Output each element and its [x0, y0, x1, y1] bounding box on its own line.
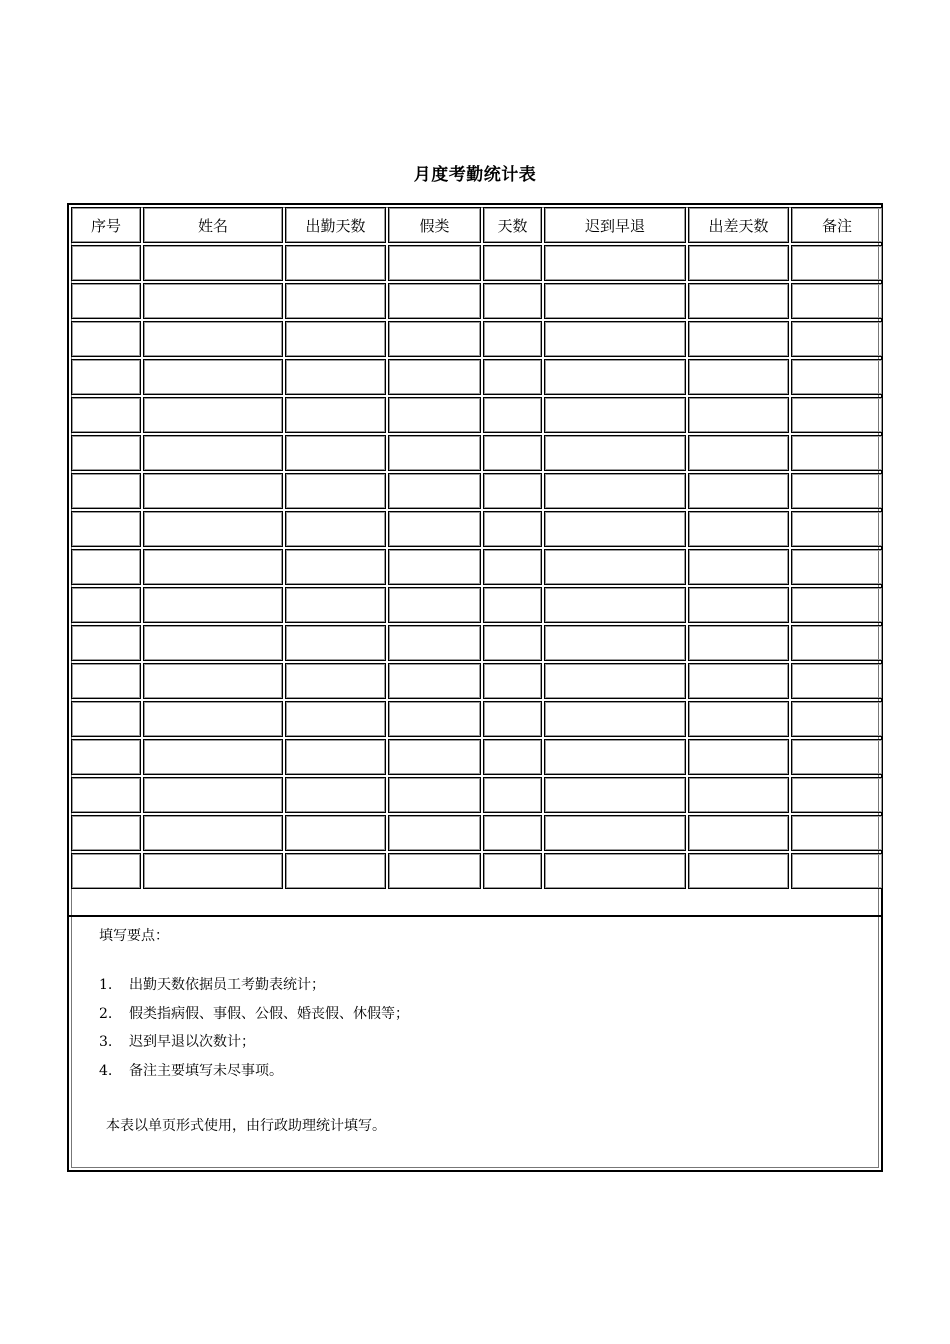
table-cell [285, 473, 386, 509]
table-cell [791, 283, 883, 319]
table-cell [388, 435, 481, 471]
table-cell [483, 321, 542, 357]
column-header-index: 序号 [71, 207, 141, 243]
table-cell [388, 473, 481, 509]
table-cell [71, 321, 141, 357]
table-cell [688, 625, 789, 661]
table-cell [71, 739, 141, 775]
table-cell [688, 245, 789, 281]
table-row [71, 511, 883, 547]
table-cell [388, 245, 481, 281]
table-cell [285, 587, 386, 623]
table-cell [791, 511, 883, 547]
table-cell [71, 435, 141, 471]
table-cell [544, 549, 686, 585]
attendance-table [69, 205, 885, 891]
table-cell [483, 777, 542, 813]
table-cell [143, 777, 283, 813]
table-cell [791, 359, 883, 395]
table-cell [483, 473, 542, 509]
table-cell [388, 321, 481, 357]
table-cell [688, 853, 789, 889]
table-cell [143, 321, 283, 357]
table-cell [791, 777, 883, 813]
table-cell [143, 587, 283, 623]
table-cell [688, 321, 789, 357]
table-cell [688, 549, 789, 585]
table-cell [285, 359, 386, 395]
table-cell [71, 397, 141, 433]
table-cell [388, 663, 481, 699]
table-cell [544, 283, 686, 319]
table-cell [143, 245, 283, 281]
table-cell [791, 739, 883, 775]
table-cell [791, 815, 883, 851]
usage-note: 本表以单页形式使用，由行政助理统计填写。 [106, 1118, 386, 1134]
table-row [71, 549, 883, 585]
table-row [71, 663, 883, 699]
table-cell [143, 549, 283, 585]
table-cell [285, 397, 386, 433]
table-cell [388, 359, 481, 395]
table-cell [544, 777, 686, 813]
table-cell [544, 853, 686, 889]
table-cell [143, 435, 283, 471]
table-cell [388, 549, 481, 585]
table-cell [71, 663, 141, 699]
table-row [71, 283, 883, 319]
table-cell [285, 777, 386, 813]
table-cell [791, 473, 883, 509]
table-cell [483, 283, 542, 319]
table-cell [143, 625, 283, 661]
table-cell [285, 625, 386, 661]
table-cell [483, 815, 542, 851]
table-cell [791, 853, 883, 889]
table-cell [285, 663, 386, 699]
table-cell [285, 739, 386, 775]
table-cell [71, 587, 141, 623]
table-cell [143, 359, 283, 395]
table-cell [71, 511, 141, 547]
table-cell [143, 701, 283, 737]
table-cell [388, 283, 481, 319]
table-row [71, 397, 883, 433]
table-cell [388, 701, 481, 737]
table-cell [285, 511, 386, 547]
table-body [71, 245, 883, 889]
table-cell [483, 359, 542, 395]
table-cell [71, 245, 141, 281]
table-cell [483, 549, 542, 585]
table-cell [544, 359, 686, 395]
table-row [71, 815, 883, 851]
instruction-item: 1. 出勤天数依据员工考勤表统计； [99, 977, 325, 993]
table-cell [483, 853, 542, 889]
column-header-attendance-days: 出勤天数 [285, 207, 386, 243]
table-cell [688, 663, 789, 699]
table-cell [544, 663, 686, 699]
table-cell [143, 511, 283, 547]
table-cell [483, 587, 542, 623]
table-cell [791, 245, 883, 281]
table-cell [71, 283, 141, 319]
table-row [71, 625, 883, 661]
column-header-name: 姓名 [143, 207, 283, 243]
table-row [71, 701, 883, 737]
table-cell [791, 625, 883, 661]
table-cell [388, 739, 481, 775]
instruction-item: 2. 假类指病假、事假、公假、婚丧假、休假等； [99, 1005, 409, 1022]
table-cell [285, 321, 386, 357]
table-cell [791, 587, 883, 623]
column-header-days: 天数 [483, 207, 542, 243]
table-cell [688, 587, 789, 623]
column-header-remarks: 备注 [791, 207, 883, 243]
table-row [71, 435, 883, 471]
table-cell [688, 473, 789, 509]
table-cell [791, 549, 883, 585]
table-cell [544, 473, 686, 509]
table-cell [388, 777, 481, 813]
column-header-business-trip-days: 出差天数 [688, 207, 789, 243]
table-row [71, 359, 883, 395]
document-title: 月度考勤统计表 [413, 165, 537, 185]
table-cell [71, 777, 141, 813]
table-cell [388, 397, 481, 433]
table-cell [71, 549, 141, 585]
table-cell [483, 511, 542, 547]
table-cell [791, 435, 883, 471]
table-cell [71, 701, 141, 737]
table-cell [544, 739, 686, 775]
table-cell [143, 815, 283, 851]
table-cell [544, 321, 686, 357]
table-cell [388, 853, 481, 889]
table-cell [143, 473, 283, 509]
table-cell [71, 853, 141, 889]
table-cell [688, 739, 789, 775]
table-cell [791, 321, 883, 357]
table-cell [544, 397, 686, 433]
table-cell [688, 435, 789, 471]
table-cell [791, 663, 883, 699]
table-cell [544, 587, 686, 623]
table-cell [688, 777, 789, 813]
table-cell [388, 815, 481, 851]
table-cell [544, 815, 686, 851]
table-cell [791, 701, 883, 737]
table-cell [483, 397, 542, 433]
table-row [71, 739, 883, 775]
table-cell [483, 435, 542, 471]
table-cell [285, 815, 386, 851]
table-row [71, 245, 883, 281]
table-cell [285, 853, 386, 889]
table-cell [688, 359, 789, 395]
table-cell [285, 701, 386, 737]
table-cell [483, 245, 542, 281]
instruction-item: 4. 备注主要填写未尽事项。 [99, 1062, 283, 1079]
table-cell [71, 359, 141, 395]
table-cell [688, 511, 789, 547]
table-row [71, 777, 883, 813]
table-cell [143, 853, 283, 889]
table-row [71, 321, 883, 357]
table-cell [143, 739, 283, 775]
table-cell [544, 625, 686, 661]
table-cell [483, 701, 542, 737]
table-cell [285, 245, 386, 281]
attendance-sheet [67, 203, 883, 1172]
table-cell [143, 397, 283, 433]
table-cell [544, 511, 686, 547]
table-row [71, 853, 883, 889]
table-cell [483, 663, 542, 699]
table-cell [544, 245, 686, 281]
table-cell [688, 397, 789, 433]
instructions-heading: 填写要点： [99, 928, 169, 944]
table-row [71, 473, 883, 509]
table-cell [143, 663, 283, 699]
instruction-item: 3. 迟到早退以次数计； [99, 1034, 255, 1050]
table-cell [388, 625, 481, 661]
table-cell [285, 435, 386, 471]
table-cell [71, 473, 141, 509]
table-cell [388, 587, 481, 623]
table-cell [688, 815, 789, 851]
table-cell [388, 511, 481, 547]
table-cell [285, 283, 386, 319]
table-cell [483, 625, 542, 661]
table-cell [143, 283, 283, 319]
table-cell [688, 701, 789, 737]
table-cell [544, 435, 686, 471]
header-row [71, 207, 883, 243]
instructions-panel [69, 915, 881, 1170]
table-cell [791, 397, 883, 433]
table-cell [71, 625, 141, 661]
table-cell [483, 739, 542, 775]
table-row [71, 587, 883, 623]
table-cell [544, 701, 686, 737]
column-header-late-early: 迟到早退 [544, 207, 686, 243]
table-cell [71, 815, 141, 851]
table-cell [285, 549, 386, 585]
column-header-leave-type: 假类 [388, 207, 481, 243]
instructions-list [99, 971, 409, 1085]
table-cell [688, 283, 789, 319]
